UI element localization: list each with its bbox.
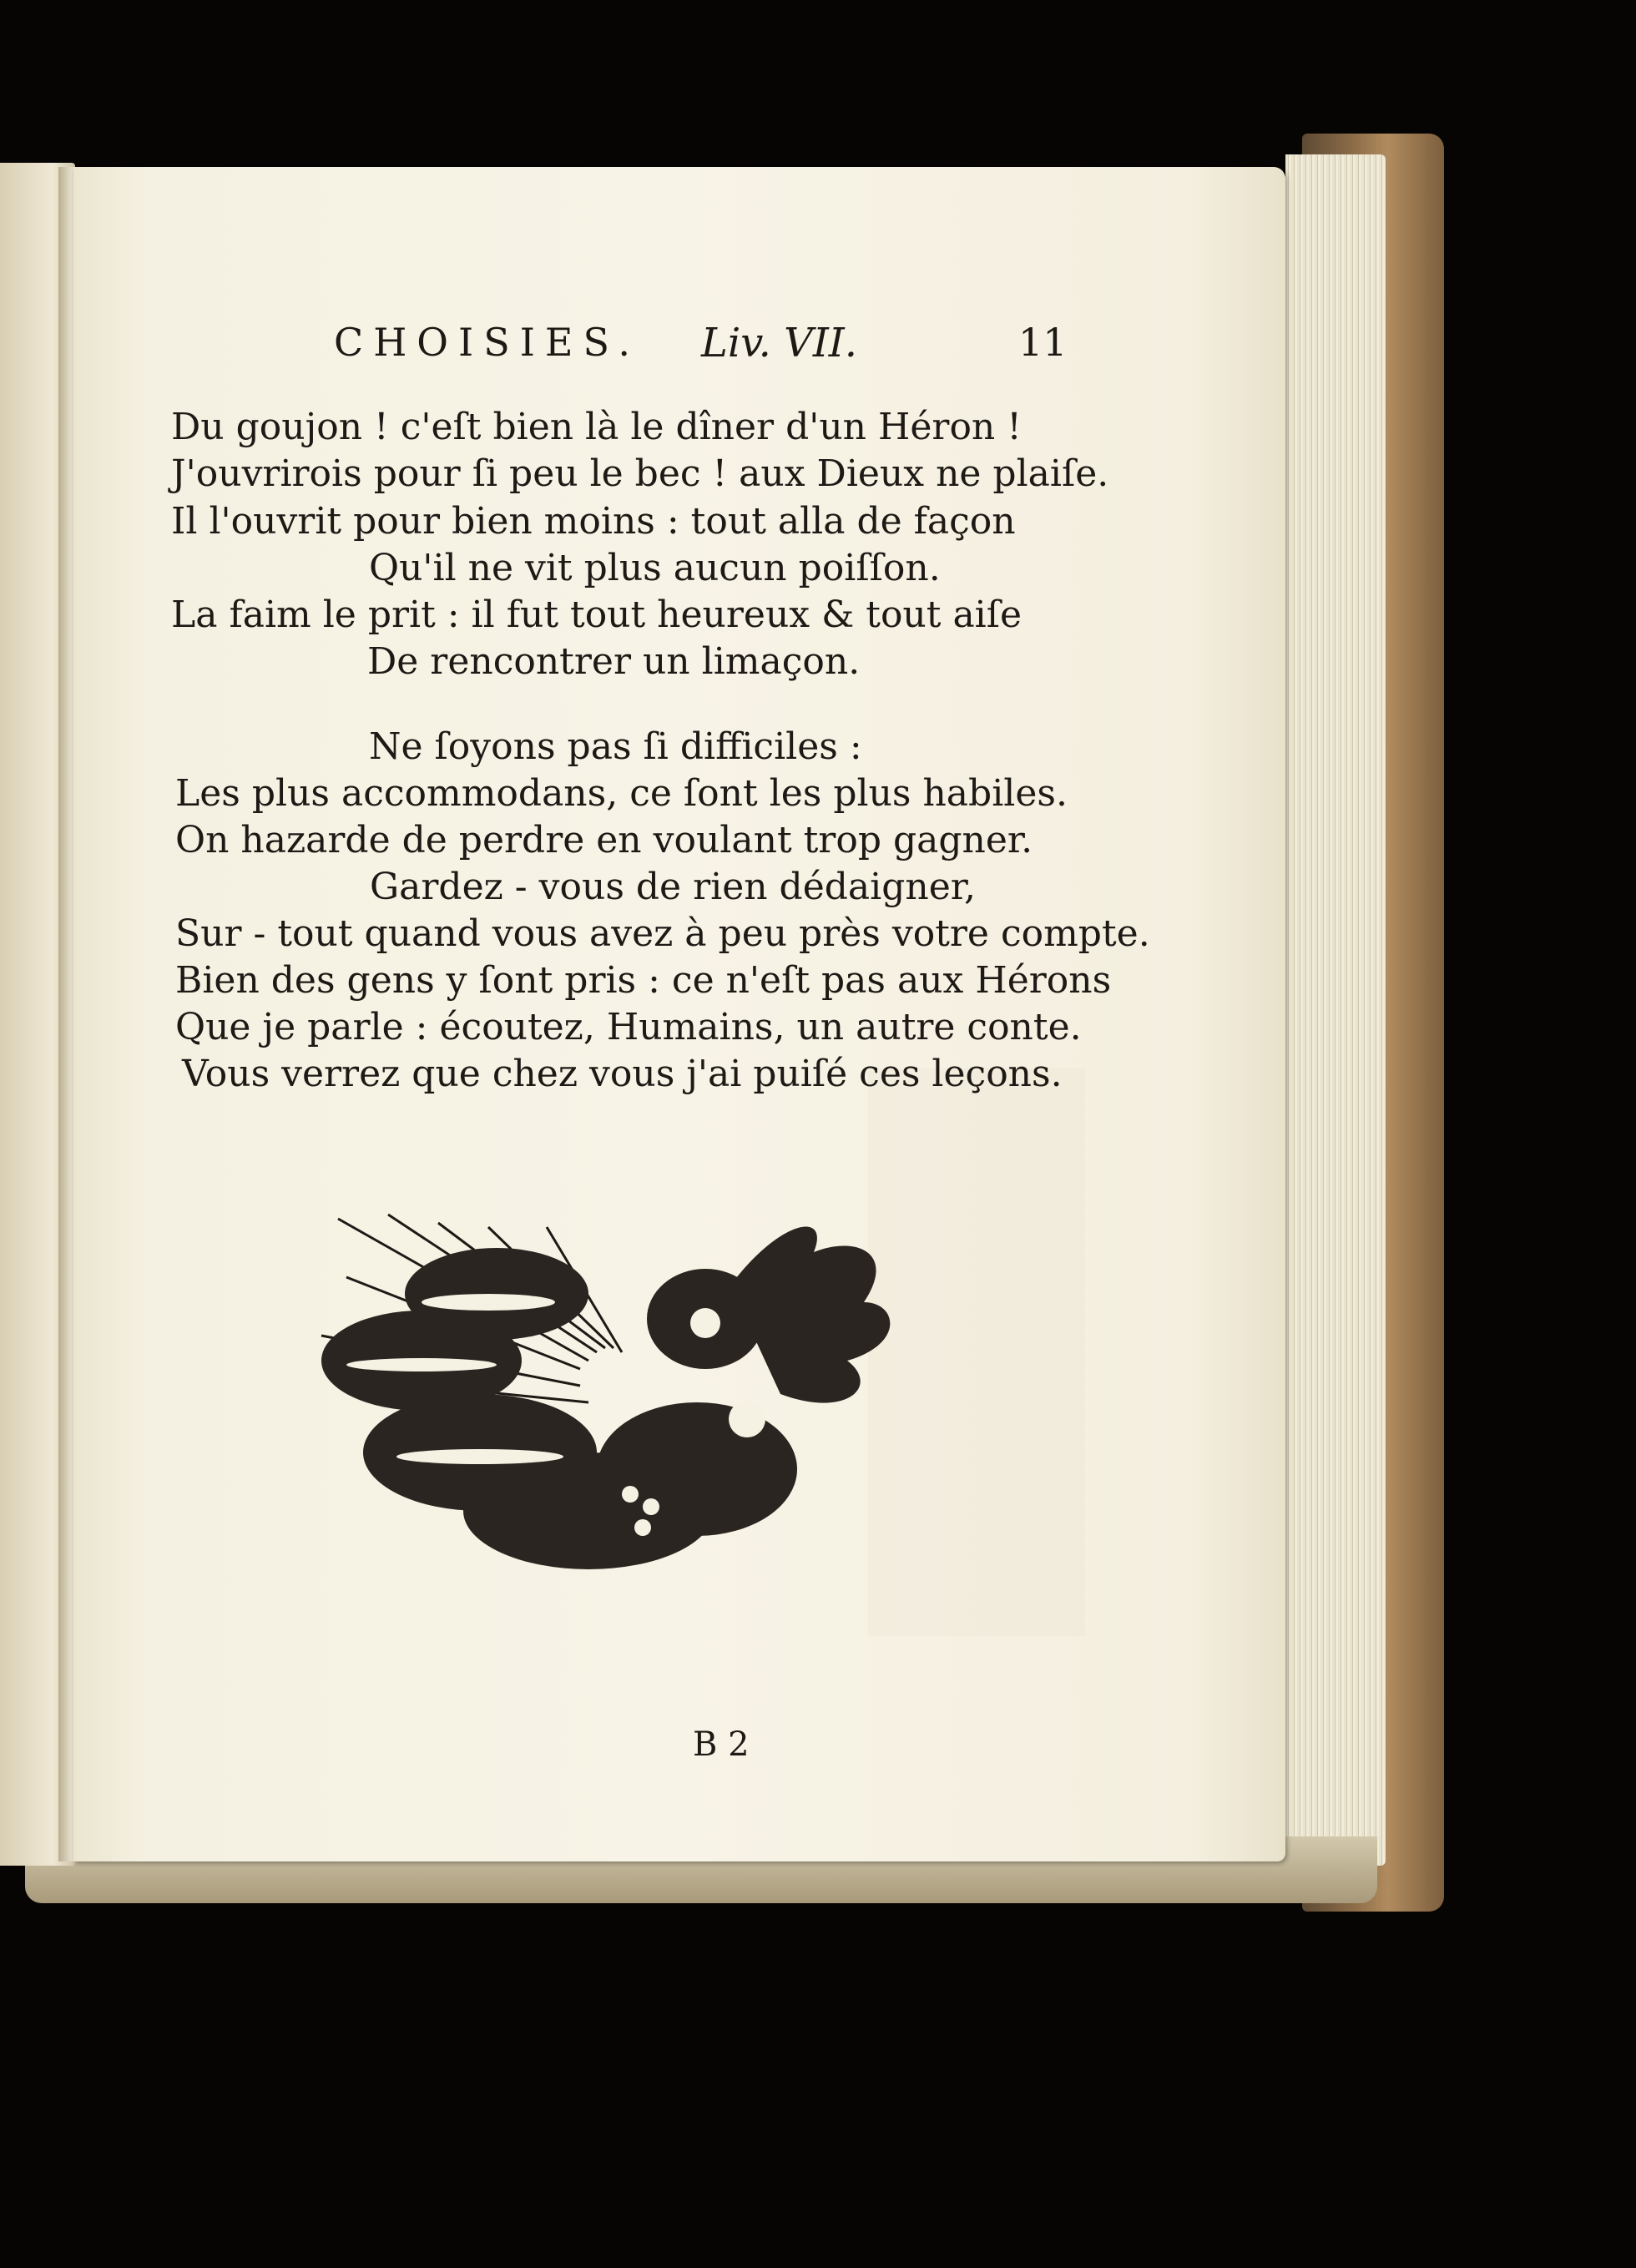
verse-line: Sur - tout quand vous avez à peu près votre compte. xyxy=(175,912,1150,955)
verse-line: De rencontrer un limaçon. xyxy=(367,640,861,683)
running-head xyxy=(334,320,1068,370)
verse-line: Qu'il ne vit plus aucun poiſſon. xyxy=(369,547,941,589)
verse-line: Vous verrez que chez vous j'ai puiſé ces leçons. xyxy=(182,1053,1063,1095)
signature-mark: B 2 xyxy=(693,1725,750,1764)
verse-line: Que je parle : écoutez, Humains, un autre conte. xyxy=(175,1006,1082,1048)
verse-line: Du goujon ! c'eſt bien là le dîner d'un Héron ! xyxy=(171,406,1022,448)
verse-line: Ne ſoyons pas ſi difficiles : xyxy=(369,725,862,768)
verse-line: Il l'ouvrit pour bien moins : tout alla de façon xyxy=(171,500,1016,543)
verse-line: Les plus accommodans, ce ſont les plus habiles. xyxy=(175,772,1068,815)
verse-line: J'ouvrirois pour ſi peu le bec ! aux Dieux ne plaiſe. xyxy=(171,452,1109,495)
running-head-book: Liv. VII. xyxy=(701,320,858,366)
page-edges xyxy=(1285,154,1386,1866)
running-head-title: CHOISIES. xyxy=(334,320,640,365)
verse-line: Bien des gens y ſont pris : ce n'eſt pas aux Hérons xyxy=(175,959,1112,1002)
sunburst-clouds-flowers-vignette-icon xyxy=(313,1202,922,1586)
verse-line: On hazarde de perdre en voulant trop gagner. xyxy=(175,819,1033,861)
verse-line: Gardez - vous de rien dédaigner, xyxy=(370,866,976,908)
page-number: 11 xyxy=(1018,320,1068,365)
verse-line: La faim le prit : il fut tout heureux & tout aiſe xyxy=(171,594,1022,636)
